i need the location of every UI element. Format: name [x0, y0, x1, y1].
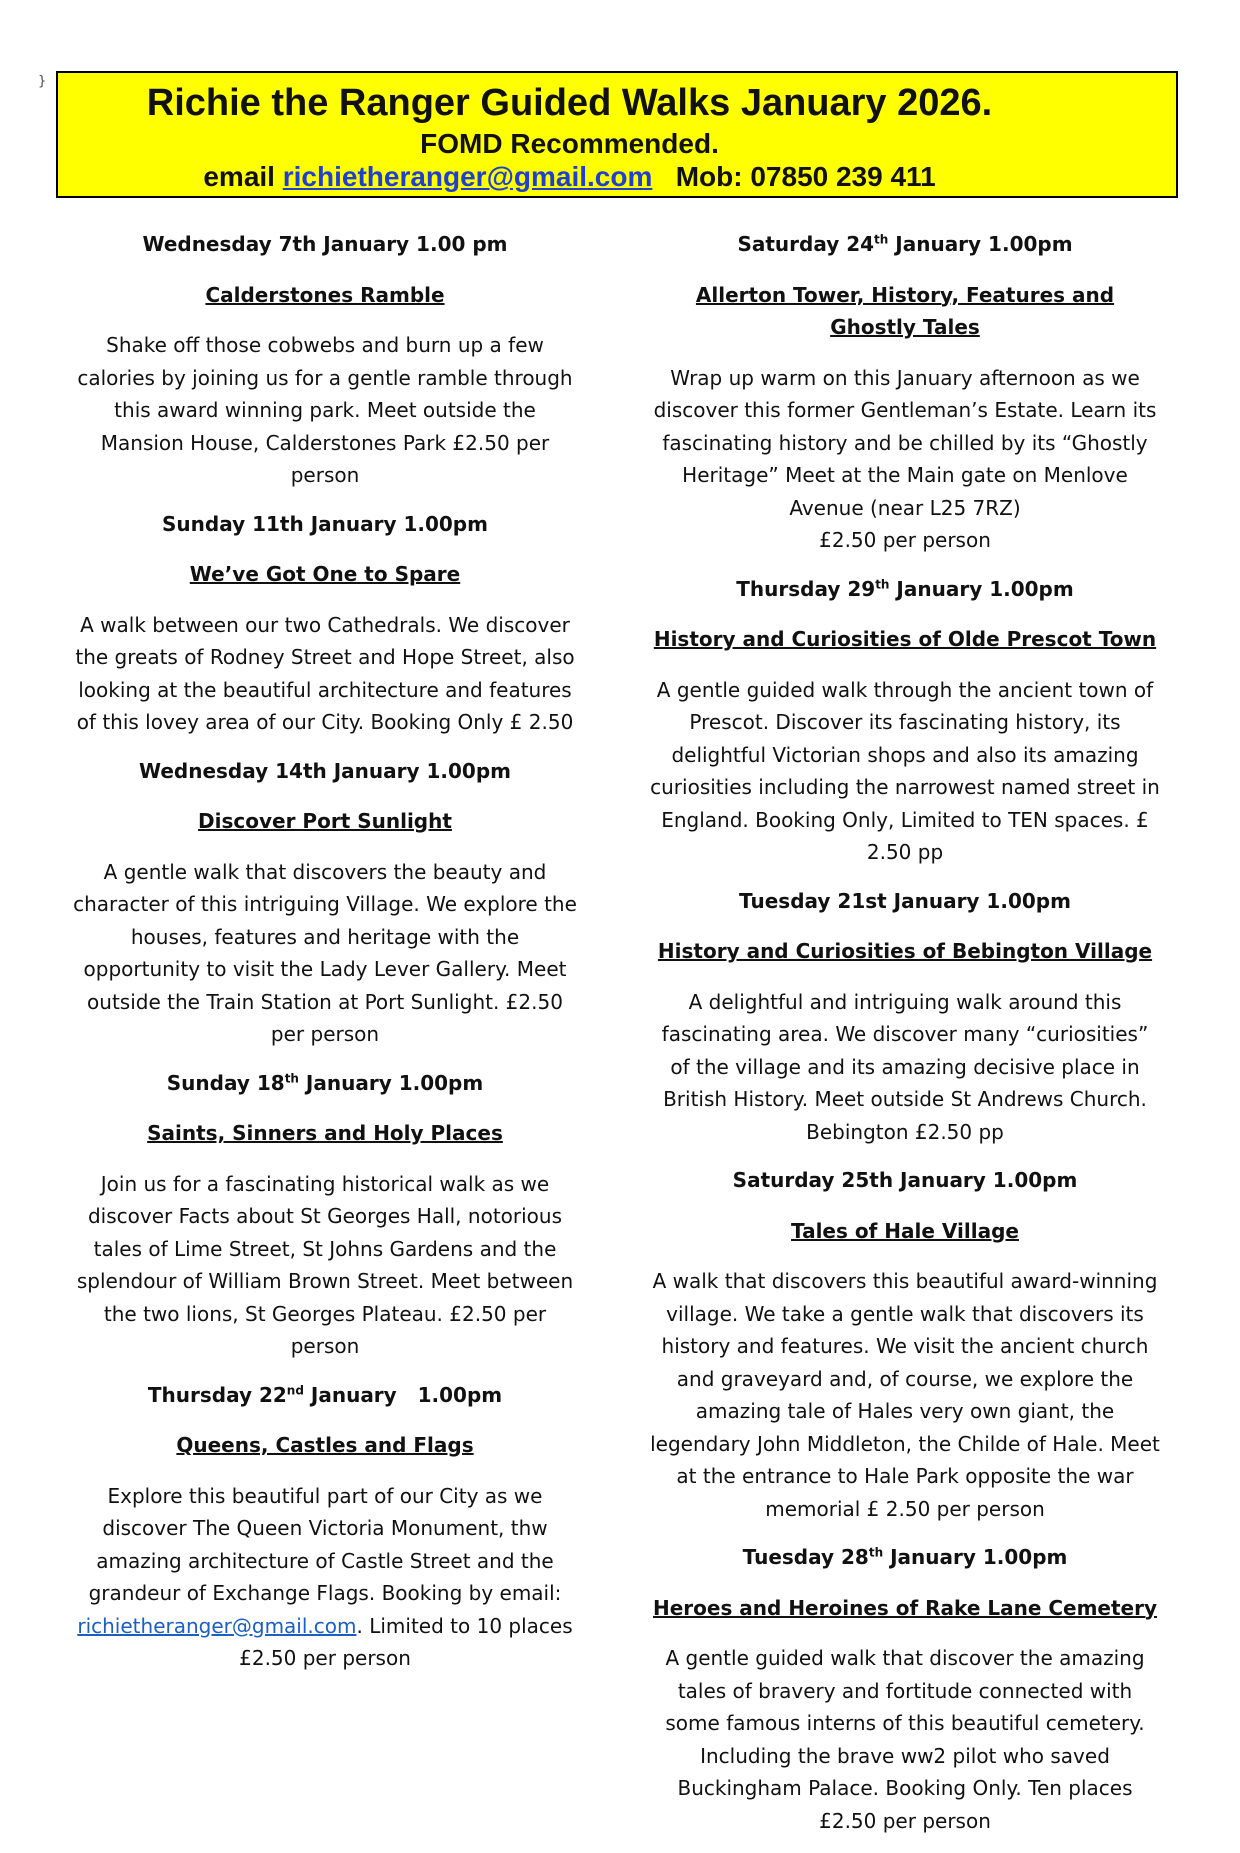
contact-line	[58, 160, 1081, 194]
walk-date: Tuesday 21st January 1.00pm	[739, 888, 1071, 913]
walk-date	[650, 573, 1160, 606]
date-text: Saturday 24	[737, 232, 875, 256]
walk-date: Saturday 25th January 1.00pm	[732, 1168, 1078, 1192]
page-subtitle: FOMD Recommended.	[420, 128, 719, 159]
walk-entry	[650, 573, 1160, 869]
walk-title: We’ve Got One to Spare	[189, 562, 461, 586]
date-suffix: th	[875, 576, 890, 591]
walk-description: A walk between our two Cathedrals. We discover the greats of Rodney Street and Hope Street, also looking at the beautiful architecture and features of this lovey area of our City. Booking Only £ 2.50	[75, 612, 575, 734]
description-price: £2.50 per person	[819, 528, 991, 552]
walk-description	[70, 1480, 580, 1675]
walk-entry	[70, 508, 580, 739]
walk-entry	[650, 1541, 1160, 1837]
date-text: Thursday 29	[736, 576, 876, 601]
walk-description: A walk that discovers this beautiful award-winning village. We take a gentle walk that discovers its history and features. We visit the ancient church and graveyard and, of course, we explore the amazing tale of Hales very own giant, the legendary John Middleton, the Childe of Hale. Meet at the entrance to Hale Park opposite the war memorial £ 2.50 per person	[650, 1269, 1160, 1521]
left-column	[70, 228, 580, 1691]
date-suffix: nd	[286, 1382, 304, 1397]
walk-title: Saints, Sinners and Holy Places	[147, 1121, 503, 1145]
date-text: January 1.00pm	[298, 1070, 484, 1095]
walk-entry	[650, 1164, 1160, 1525]
right-column	[650, 228, 1160, 1853]
description-text: . Limited to 10 places £2.50 per person	[239, 1613, 573, 1670]
margin-marker: }	[38, 74, 47, 89]
walk-entry	[650, 885, 1160, 1149]
walk-date	[70, 1379, 580, 1412]
date-text: January 1.00pm	[888, 232, 1073, 256]
walk-description: A gentle walk that discovers the beauty and character of this intriguing Village. We explore the houses, features and heritage with the opportunity to visit the Lady Lever Gallery. Meet outside the Train Station at Port Sunlight. £2.50 per person	[73, 859, 577, 1046]
walk-entry	[650, 228, 1160, 557]
walk-entry	[70, 1067, 580, 1363]
email-link[interactable]: richietheranger@gmail.com	[77, 1613, 357, 1638]
walk-entry	[70, 755, 580, 1051]
walk-description: Shake off those cobwebs and burn up a few calories by joining us for a gentle ramble through this award winning park. Meet outside the Mansion House, Calderstones Park £2.50 per person	[77, 333, 573, 487]
walk-description: A gentle guided walk that discover the amazing tales of bravery and fortitude connected with some famous interns of this beautiful cemetery. Including the brave ww2 pilot who saved Buckingham Palace. Booking Only. Ten places £2.50 per person	[665, 1646, 1145, 1833]
mobile-number: Mob: 07850 239 411	[652, 161, 936, 192]
walk-date: Sunday 11th January 1.00pm	[162, 511, 488, 536]
date-text: January 1.00pm	[889, 576, 1074, 601]
walk-description: A delightful and intriguing walk around this fascinating area. We discover many “curiosities” of the village and its amazing decisive place in British History. Meet outside St Andrews Church. Bebington £2.50 pp	[661, 989, 1149, 1144]
walk-date: Wednesday 14th January 1.00pm	[138, 758, 511, 783]
description-text: Wrap up warm on this January afternoon as we discover this former Gentleman’s Estate. Learn its fascinating history and be chilled by its “Ghostly Heritage” Meet at the Main gate on Menlove Avenue (near L25 7RZ)	[653, 365, 1157, 520]
date-text: Tuesday 28	[742, 1545, 869, 1569]
walk-title: Allerton Tower, History, Features and Ghostly Tales	[695, 282, 1115, 339]
email-label: email	[203, 161, 283, 192]
walk-entry	[70, 228, 580, 492]
date-suffix: th	[868, 1545, 884, 1560]
walk-entry	[70, 1379, 580, 1675]
page-title: Richie the Ranger Guided Walks January 2026.	[146, 82, 993, 124]
walk-title: History and Curiosities of Olde Prescot Town	[653, 627, 1157, 651]
walk-date	[650, 1541, 1160, 1574]
date-suffix: th	[284, 1070, 299, 1085]
walk-title: Heroes and Heroines of Rake Lane Cemetery	[652, 1595, 1158, 1620]
walk-description: Join us for a fascinating historical walk as we discover Facts about St Georges Hall, notorious tales of Lime Street, St Johns Gardens and the splendour of William Brown Street. Meet between the two lions, St Georges Plateau. £2.50 per person	[76, 1171, 574, 1358]
walk-title: Queens, Castles and Flags	[176, 1433, 474, 1457]
walk-title: Discover Port Sunlight	[198, 809, 452, 833]
header-banner	[56, 71, 1178, 198]
walk-description	[650, 362, 1160, 557]
date-suffix: th	[874, 232, 889, 247]
description-text: Explore this beautiful part of our City as we discover The Queen Victoria Monument, thw amazing architecture of Castle Street and the grandeur of Exchange Flags. Booking by email:	[88, 1483, 562, 1605]
date-text: Sunday 18	[166, 1070, 285, 1095]
date-text: January 1.00pm	[303, 1382, 503, 1407]
walk-date: Wednesday 7th January 1.00 pm	[142, 232, 508, 256]
walk-title: Tales of Hale Village	[791, 1218, 1019, 1243]
walk-date	[650, 228, 1160, 261]
email-link[interactable]: richietheranger@gmail.com	[282, 161, 653, 192]
walk-title: History and Curiosities of Bebington Village	[657, 939, 1153, 963]
walk-description: A gentle guided walk through the ancient town of Prescot. Discover its fascinating history, its delightful Victorian shops and also its amazing curiosities including the narrowest named street in England. Booking Only, Limited to TEN spaces. £ 2.50 pp	[650, 677, 1160, 864]
date-text: January 1.00pm	[883, 1545, 1068, 1569]
walk-date	[70, 1067, 580, 1100]
date-text: Thursday 22	[147, 1382, 287, 1407]
walk-title: Calderstones Ramble	[205, 282, 445, 307]
